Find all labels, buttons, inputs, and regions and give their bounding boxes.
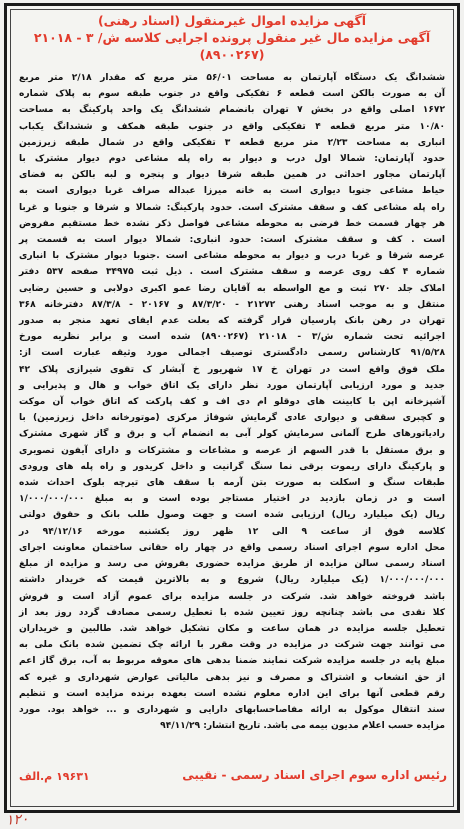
body-line: عرصه شرقا و غربا درب و دیوار به محوطه مشاعی است .جنوبا دیوار مشترک با انباری bbox=[19, 251, 445, 262]
body-line: ۱/۰۰۰/۰۰۰/۰۰۰ (یک میلیارد ریال) شروع و به بالاترین قیمت که خریدار داشته bbox=[19, 575, 445, 586]
body-line: و پارکینگ دارای ریموت برقی نما سنگ گرانیت و داخل کریدور و راه پله های ورودی bbox=[19, 461, 445, 472]
body-line: از حق انشعاب و اشتراک و مصرف و نیز بدهی مالیاتی عوارض شهرداری و غیره که bbox=[19, 672, 445, 683]
body-line: انباری به مساحت ۲/۲۳ متر مربع قطعه ۳ تفکیکی واقع در شمال طبقه زیرزمین bbox=[19, 137, 445, 148]
body-line: کلاسه فوق از ساعت ۹ الی ۱۲ ظهر روز یکشنبه مورخه ۹۴/۱۲/۱۶ در bbox=[19, 526, 445, 537]
body-line: حدود آپارتمان: شمالا اول درب و دیوار به راه پله مشاعی دوم دیوار مشترک با bbox=[19, 154, 445, 165]
body-line: اسناد رسمی سالن مزایده از طریق مزایده حضوری بفروش می رسد و مزایده از مبلغ bbox=[19, 559, 445, 570]
body-line: حیاط مشاعی جنوبا دیواری است به خانه میرزا عبداله صراف غربا دیواری است به bbox=[19, 186, 445, 197]
body-line: راه پله مشاعی کف و سقف مشترک است. حدود پارکینگ: شمالا و شرقا و جنوبا و غربا bbox=[19, 202, 445, 213]
notice-footer bbox=[17, 764, 447, 790]
body-line: آپارتمان مجاور احداثی در همین طبقه شرقا دیوار و پنجره و لبه بالکن به فضای bbox=[19, 170, 445, 181]
file-number: (۸۹۰۰۲۶۷) bbox=[199, 47, 265, 62]
handwritten-mark: ۱۲۰ bbox=[5, 811, 30, 829]
body-line: ریال (یک میلیارد ریال) ارزیابی شده است و جهت وصول طلب بانک و حقوق دولتی bbox=[19, 510, 445, 521]
signature-line: رئیس اداره سوم اجرای اسناد رسمی - نقیبی bbox=[182, 768, 447, 782]
body-line: تعطیل جلسه مزایده در همان ساعت و مکان تشکیل خواهد شد. طالبین و خریداران bbox=[19, 623, 445, 634]
body-line: منتقل و به موجب اسناد رهنی ۲۱۲۷۲ - ۸۷/۳/۲۰ و ۲۰۱۶۷ - ۸۷/۳/۸ دفترخانه ۳۶۸ bbox=[19, 299, 445, 310]
body-line: آشپزخانه اپن با کابینت های دوقلو ام دی اف و کف پارکت که اتاق خواب آن موکت bbox=[19, 397, 445, 408]
body-line: محل اداره سوم اجرای اسناد رسمی واقع در چهار راه حقانی ساختمان معاونت اجرای bbox=[19, 542, 445, 553]
body-line: طبقات سنگ و اسکلت به صورت بتن آرمه با سقف های تیرچه بلوک احداث شده bbox=[19, 478, 445, 489]
body-line: می توانند جهت شرکت در مزایده در وقت مقرر با ارائه چک تضمین شده بانک ملی به bbox=[19, 640, 445, 651]
body-line: ۱۰/۸۰ متر مربع قطعه ۴ تفکیکی واقع در جنوب طبقه همکف و ششدانگ یکباب bbox=[19, 121, 445, 132]
body-line: باشد فروخته خواهد شد. شرکت در جلسه مزایده برای عموم آزاد است و فروش bbox=[19, 591, 445, 602]
body-line: است و در زمان بازدید در اختیار مستاجر بوده است و به مبلغ ۱/۰۰۰/۰۰۰/۰۰۰ bbox=[19, 494, 445, 505]
body-line: اجرائیه تحت شماره ش/۳ - ۲۱۰۱۸ (۸۹۰۰۲۶۷) شده است و برابر نظریه مورخ bbox=[19, 332, 446, 343]
auction-notice-frame bbox=[4, 3, 460, 813]
notice-header bbox=[17, 12, 447, 63]
body-line: شماره ۴ کف روی عرصه و سقف مشترک است . ذیل ثبت ۳۴۹۷۵ صفحه ۵۳۷ دفتر bbox=[19, 267, 445, 278]
body-line: ۱۶۷۲ اصلی واقع در بخش ۷ تهران بانضمام ششدانگ یک واحد پارکینگ به مساحت bbox=[19, 105, 445, 116]
body-line: مبلغ پایه در جلسه مزایده شرکت نمایند ضمنا بدهی های معوقه مربوط به آب، برق گاز اعم bbox=[19, 656, 445, 667]
body-line: مزایده حسب اعلام مدیون بیمه می باشد. تاریخ انتشار: ۹۴/۱۱/۲۹ bbox=[160, 721, 445, 732]
body-line: رقم قطعی آنها برای این اداره معلوم نشده است بعهده برنده مزایده است و تنظیم bbox=[19, 688, 445, 699]
body-line: است . کف و سقف مشترک است: حدود انباری: شمالا دیوار است به قسمت پر bbox=[19, 235, 445, 246]
notice-body bbox=[19, 70, 446, 732]
notice-subtitle: آگهی مزایده مال غیر منقول پرونده اجرایی کلاسه ش/ ۳ - ۲۱۰۱۸ bbox=[33, 30, 431, 45]
body-line: رادیاتورهای طرح آلمانی سرمایش کولر آبی به انضمام آب و برق و گاز شهری مشترک bbox=[19, 429, 445, 440]
body-line: ششدانگ یک دستگاه آپارتمان به مساحت ۵۶/۰۱ متر مربع که مقدار ۲/۱۸ متر مربع bbox=[19, 73, 446, 83]
body-line: تهران در رهن بانک پارسیان قرار گرفته که بعلت عدم ایفای تعهد منجر به صدور bbox=[19, 316, 445, 327]
body-line: املاک جلد ۲۷۰ ثبت و مع الواسطه به آقایان رضا عمو اکبری دولابی و حسین رضایی bbox=[19, 283, 445, 294]
body-line: و کچبری سقفی و دیواری عادی گرمایش شوفاژ مرکزی (موتورخانه داخل زیرزمین) با bbox=[19, 413, 445, 424]
body-line: هر چهار قسمت خط فرضی به محوطه مشاعی فواصل ذکر نشده خط مستقیم مفروض bbox=[19, 218, 445, 229]
notice-title: آگهی مزایده اموال غیرمنقول (اسناد رهنی) bbox=[97, 13, 367, 28]
reference-code: ۱۹۶۳۱ م.الف bbox=[19, 770, 90, 783]
body-line: و برق مستقل با قدر السهم از عرصه و مشاعات و مشترکات و دارای آیفون تصویری bbox=[19, 445, 445, 456]
body-line: کلا نقدی می باشد چنانچه روز تعیین شده با تعطیل رسمی مصادف گردد روز بعد از bbox=[19, 607, 445, 618]
body-line: جدید و مورد ارزیابی آپارتمان مورد نظر دارای یک اتاق خواب و هال و پذیرایی و bbox=[19, 380, 445, 391]
body-line: سند انتقال موکول به ارائه مفاصاحسابهای دارایی و شهرداری و ... خواهد بود. مورد bbox=[19, 704, 445, 715]
body-line: آن به صورت بالکن است قطعه ۶ تفکیکی واقع در جنوب طبقه سوم به پلاک شماره bbox=[19, 89, 446, 100]
body-line: ملک فوق واقع است در تهران خ ۱۷ شهریور خ آبشار ک تقوی شیرازی پلاک ۴۲ bbox=[19, 364, 445, 375]
body-line: ۹۱/۵/۲۸ کارشناس رسمی دادگستری توصیف اجمالی مورد وثیقه عبارت است از: bbox=[19, 348, 445, 359]
